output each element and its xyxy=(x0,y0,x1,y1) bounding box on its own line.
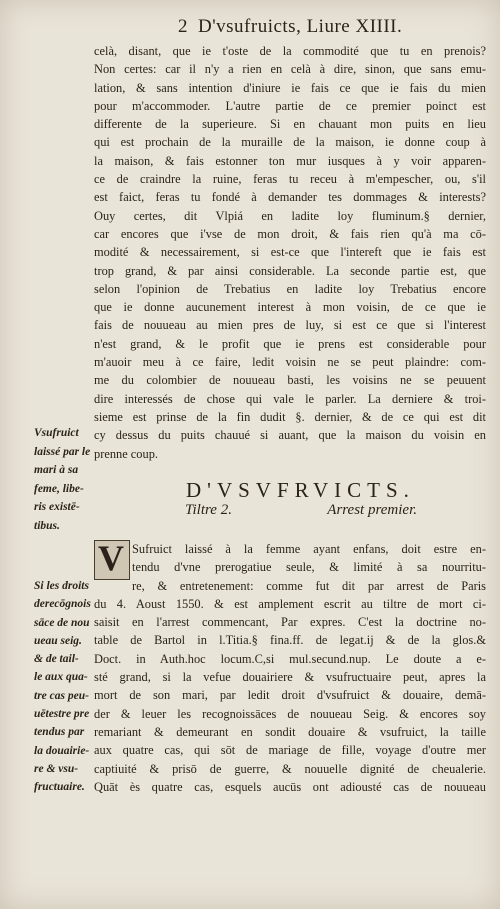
text-line: Ouy certes, dit Vlpiá en ladite loy fluminum.§ dernier, xyxy=(94,208,486,223)
text-line: du 4. Aoust 1550. & est amplement escrit au tiltre de mort ci- xyxy=(94,596,486,611)
text-line: n'est grand, & le profit que ie prens est considerable pour xyxy=(94,336,486,351)
text-line: remariant & demeurant en sondit douaire & vsufruict, la taille xyxy=(94,724,486,739)
text-line: lation, & sans intention d'iniure ie fais ce que ie fais du mien xyxy=(94,80,486,95)
text-line: selon l'opinion de Trebatius en ladite loy Trebatius encore xyxy=(94,281,486,296)
text-line: prenne coup. xyxy=(94,446,158,461)
text-line: Doct. in Auth.hoc locum.C,si mul.secund.nup. Le doute a e- xyxy=(94,651,486,666)
text-line: table de Bartol in l.Titia.§ fina.ff. de legat.ij & de la glos.& xyxy=(94,633,486,648)
margin-note-line: & de tail- xyxy=(34,653,79,666)
margin-note-line: laissé par le xyxy=(34,445,91,458)
margin-note xyxy=(34,577,91,797)
text-line: trop grand, & par ainsi considerable. La seconde partie est, que xyxy=(94,263,486,278)
margin-note-line: uētestre pre xyxy=(34,708,90,721)
main-text xyxy=(94,42,486,463)
text-line: tendu d'vne prerogatiue seule, & limité à sa nourritu- xyxy=(132,560,486,575)
text-line: re, & entretenement: comme fut dit par arrest de Paris xyxy=(132,578,486,593)
margin-note-line: fructuaire. xyxy=(34,781,85,794)
margin-note-line: ueau seig. xyxy=(34,634,82,647)
margin-note-line: feme, libe- xyxy=(34,482,84,495)
text-line: aux quatre cas, qui sōt de mariage de fille, voyage d'outre mer xyxy=(94,743,486,758)
margin-note-line: tre cas peu- xyxy=(34,689,89,702)
text-line: m'auoir meu à ce faire, ledit voisin ne se peut plaindre: com- xyxy=(94,355,486,370)
text-line: Quāt ès quatre cas, esquels aucūs ont adiousté cas de nouueau xyxy=(94,779,486,794)
margin-note xyxy=(34,424,90,535)
text-line: fais de nouueau au mien pres de luy, si est ce que si l'interest xyxy=(94,318,486,333)
text-line: Non certes: car il n'y a rien en celà à dire, sinon, que sans emu- xyxy=(94,62,486,77)
margin-note-line: le aux qua- xyxy=(34,671,88,684)
text-line: mort de son mari, par ledit droit d'vsufruict & douaire, demā- xyxy=(94,688,486,703)
text-line: Sufruict laissé à la femme ayant enfans, doit estre en- xyxy=(132,542,486,556)
text-line: la maison, & fais estonner ton mur iusques à y voir apparen- xyxy=(94,153,486,168)
margin-note-line: re & vsu- xyxy=(34,762,79,775)
section-subtitle xyxy=(185,502,417,519)
text-line: me du colombier de nouueau basti, les voisins ne se peuuent xyxy=(94,373,486,388)
arrest-text xyxy=(94,540,486,796)
text-line: sieme est prinse de la fin dudit §. dernier, & de ce qui est dit xyxy=(94,409,486,424)
text-line: est faict, feras tu fondé à demander tes dommages & interests? xyxy=(94,190,486,205)
dropcap-letter: V xyxy=(98,538,124,578)
arrest-heading: Arrest premier. xyxy=(327,502,417,518)
text-line: modité & necessairement, si est-ce que l'intereft que ie fais est xyxy=(94,245,486,260)
title-number: Tiltre 2. xyxy=(185,502,232,518)
text-line: ce de craindre la ruine, feras tu receu à m'empescher, ou, s'il xyxy=(94,172,486,187)
text-line: qui est prochain de la muraille de la maison, ie donne coup à xyxy=(94,135,486,150)
running-title: D'vsufruicts, Liure XIIII. xyxy=(198,16,403,37)
margin-note-line: derecōgnois xyxy=(34,598,91,611)
text-line: celà, disant, que ie t'oste de la commodité que tu en prenois? xyxy=(94,44,486,58)
section-title: D'VSVFRVICTS. xyxy=(186,478,415,502)
margin-note-line: la douairie- xyxy=(34,744,90,757)
margin-note-line: tibus. xyxy=(34,519,60,532)
text-line: que ie donne aucunement interest à mon voisin, de ce que ie xyxy=(94,300,486,315)
margin-note-line: sāce de nou xyxy=(34,616,90,629)
text-line: saisit en l'arrest commencant, Par expres. C'est la doctrine no- xyxy=(94,615,486,630)
text-line: cy dessus du puits chauué si auant, que la maison du voisin en xyxy=(94,428,486,443)
page-number: 2 xyxy=(178,16,188,37)
text-line: der & leuer les recognoissāces de nouueau Seig. & encores soy xyxy=(94,706,486,721)
text-line: differente de la superieure. Si en chauant mon puits en lieu xyxy=(94,117,486,132)
text-line: sté grand, si la vefue douairiere & vsufructuaire peut, apres la xyxy=(94,670,486,685)
text-line: captiuité & prisō de guerre, & nouuelle dignité de cheualerie. xyxy=(94,761,486,776)
text-line: dire interessés de chose qui vale le parler. La derniere & troi- xyxy=(94,391,486,406)
margin-note-line: Si les droits xyxy=(34,580,89,592)
margin-note-line: ris existē- xyxy=(34,501,80,513)
text-line: car encores que i'vse de mon droit, & fais rien qu'à ma cō- xyxy=(94,226,486,241)
margin-note-line: tendus par xyxy=(34,726,85,739)
margin-note-line: mari à sa xyxy=(34,464,79,476)
margin-note-line: Vsufruict xyxy=(34,427,79,439)
text-line: pour m'accommoder. L'autre partie de ce premier poinct est xyxy=(94,98,486,113)
